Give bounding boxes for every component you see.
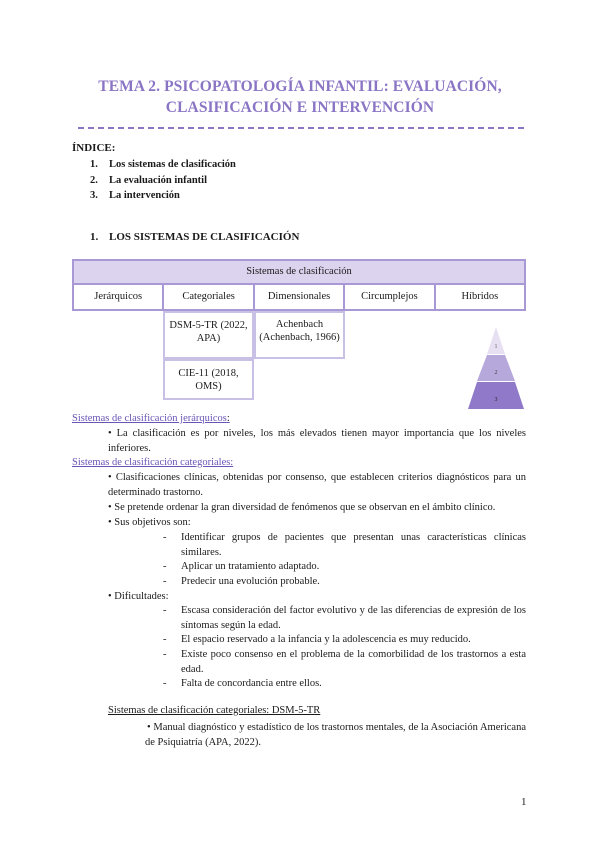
pyramid-label-1: 1 [494,344,498,350]
objetivo-item: - Aplicar un tratamiento adaptado. [163,561,320,572]
title-divider [78,127,524,129]
cell-dsm: DSM-5-TR (2022, APA) [163,311,254,359]
index-item: 3. La intervención [90,190,180,201]
column-dimensionales: Dimensionales [255,285,345,309]
pyramid-label-3: 3 [494,397,498,403]
section-heading: 1. LOS SISTEMAS DE CLASIFICACIÓN [90,231,300,243]
index-item: 1. Los sistemas de clasificación [90,159,236,170]
dificultad-item: - Falta de concordancia entre ellos. [163,678,322,689]
pyramid-level-2 [477,355,515,381]
column-jerarquicos: Jerárquicos [74,285,164,309]
index-item: 2. La evaluación infantil [90,174,208,186]
column-categoriales: Categoriales [164,285,254,309]
table-columns [72,285,526,311]
hierarchy-pyramid-icon [468,327,524,409]
cell-cie: CIE-11 (2018, OMS) [163,359,254,400]
dificultad-item: - El espacio reservado a la infancia y la adolescencia es muy reducido. [163,634,471,645]
categoriales-heading: Sistemas de clasificación categoriales: [72,457,234,468]
dificultades-label: • Dificultades: [108,591,169,602]
categoriales-bullet-3: • Sus objetivos son: [108,517,191,528]
cell-achenbach: Achenbach (Achenbach, 1966) [254,311,345,359]
title-line-1: TEMA 2. PSICOPATOLOGÍA INFANTIL: EVALUACIÓN, [98,78,502,95]
dsm-bullet: • Manual diagnóstico y estadístico de los trastornos mentales, de la Asociación Americana de Psiquiatría (APA, 2022). [145,722,526,748]
column-circumplejos: Circumplejos [345,285,435,309]
column-hibridos: Híbridos [461,291,499,302]
page-number: 1 [521,796,527,808]
categoriales-bullet-2: • Se pretende ordenar la gran diversidad de fenómenos que se observan en el ámbito clínico. [108,502,496,513]
dificultad-item: - Escasa consideración del factor evolutivo y de las diferencias de expresión de los síntomas según la edad. [163,605,526,631]
title-line-2: CLASIFICACIÓN E INTERVENCIÓN [165,99,435,116]
jerarquicos-bullet: • La clasificación es por niveles, los más elevados tienen mayor importancia que los niveles inferiores. [108,428,526,454]
categoriales-bullet-1: • Clasificaciones clínicas, obtenidas por consenso, que establecen criterios diagnósticos para un determinado trastorno. [108,472,526,498]
objetivo-item: - Predecir una evolución probable. [163,576,320,587]
table-header: Sistemas de clasificación [72,259,526,285]
dificultad-item: - Existe poco consenso en el problema de la comorbilidad de los trastornos a esta edad. [163,649,526,675]
document-title [80,76,520,118]
index-list [90,157,236,204]
pyramid-label-2: 2 [494,370,498,376]
pyramid-level-3 [468,382,524,409]
jerarquicos-heading: Sistemas de clasificación jerárquicos: [72,413,230,424]
dsm-heading: Sistemas de clasificación categoriales: DSM-5-TR [108,705,321,716]
index-heading: ÍNDICE: [72,142,116,154]
objetivo-item: - Identificar grupos de pacientes que presentan unas características clínicas similares. [163,532,526,558]
